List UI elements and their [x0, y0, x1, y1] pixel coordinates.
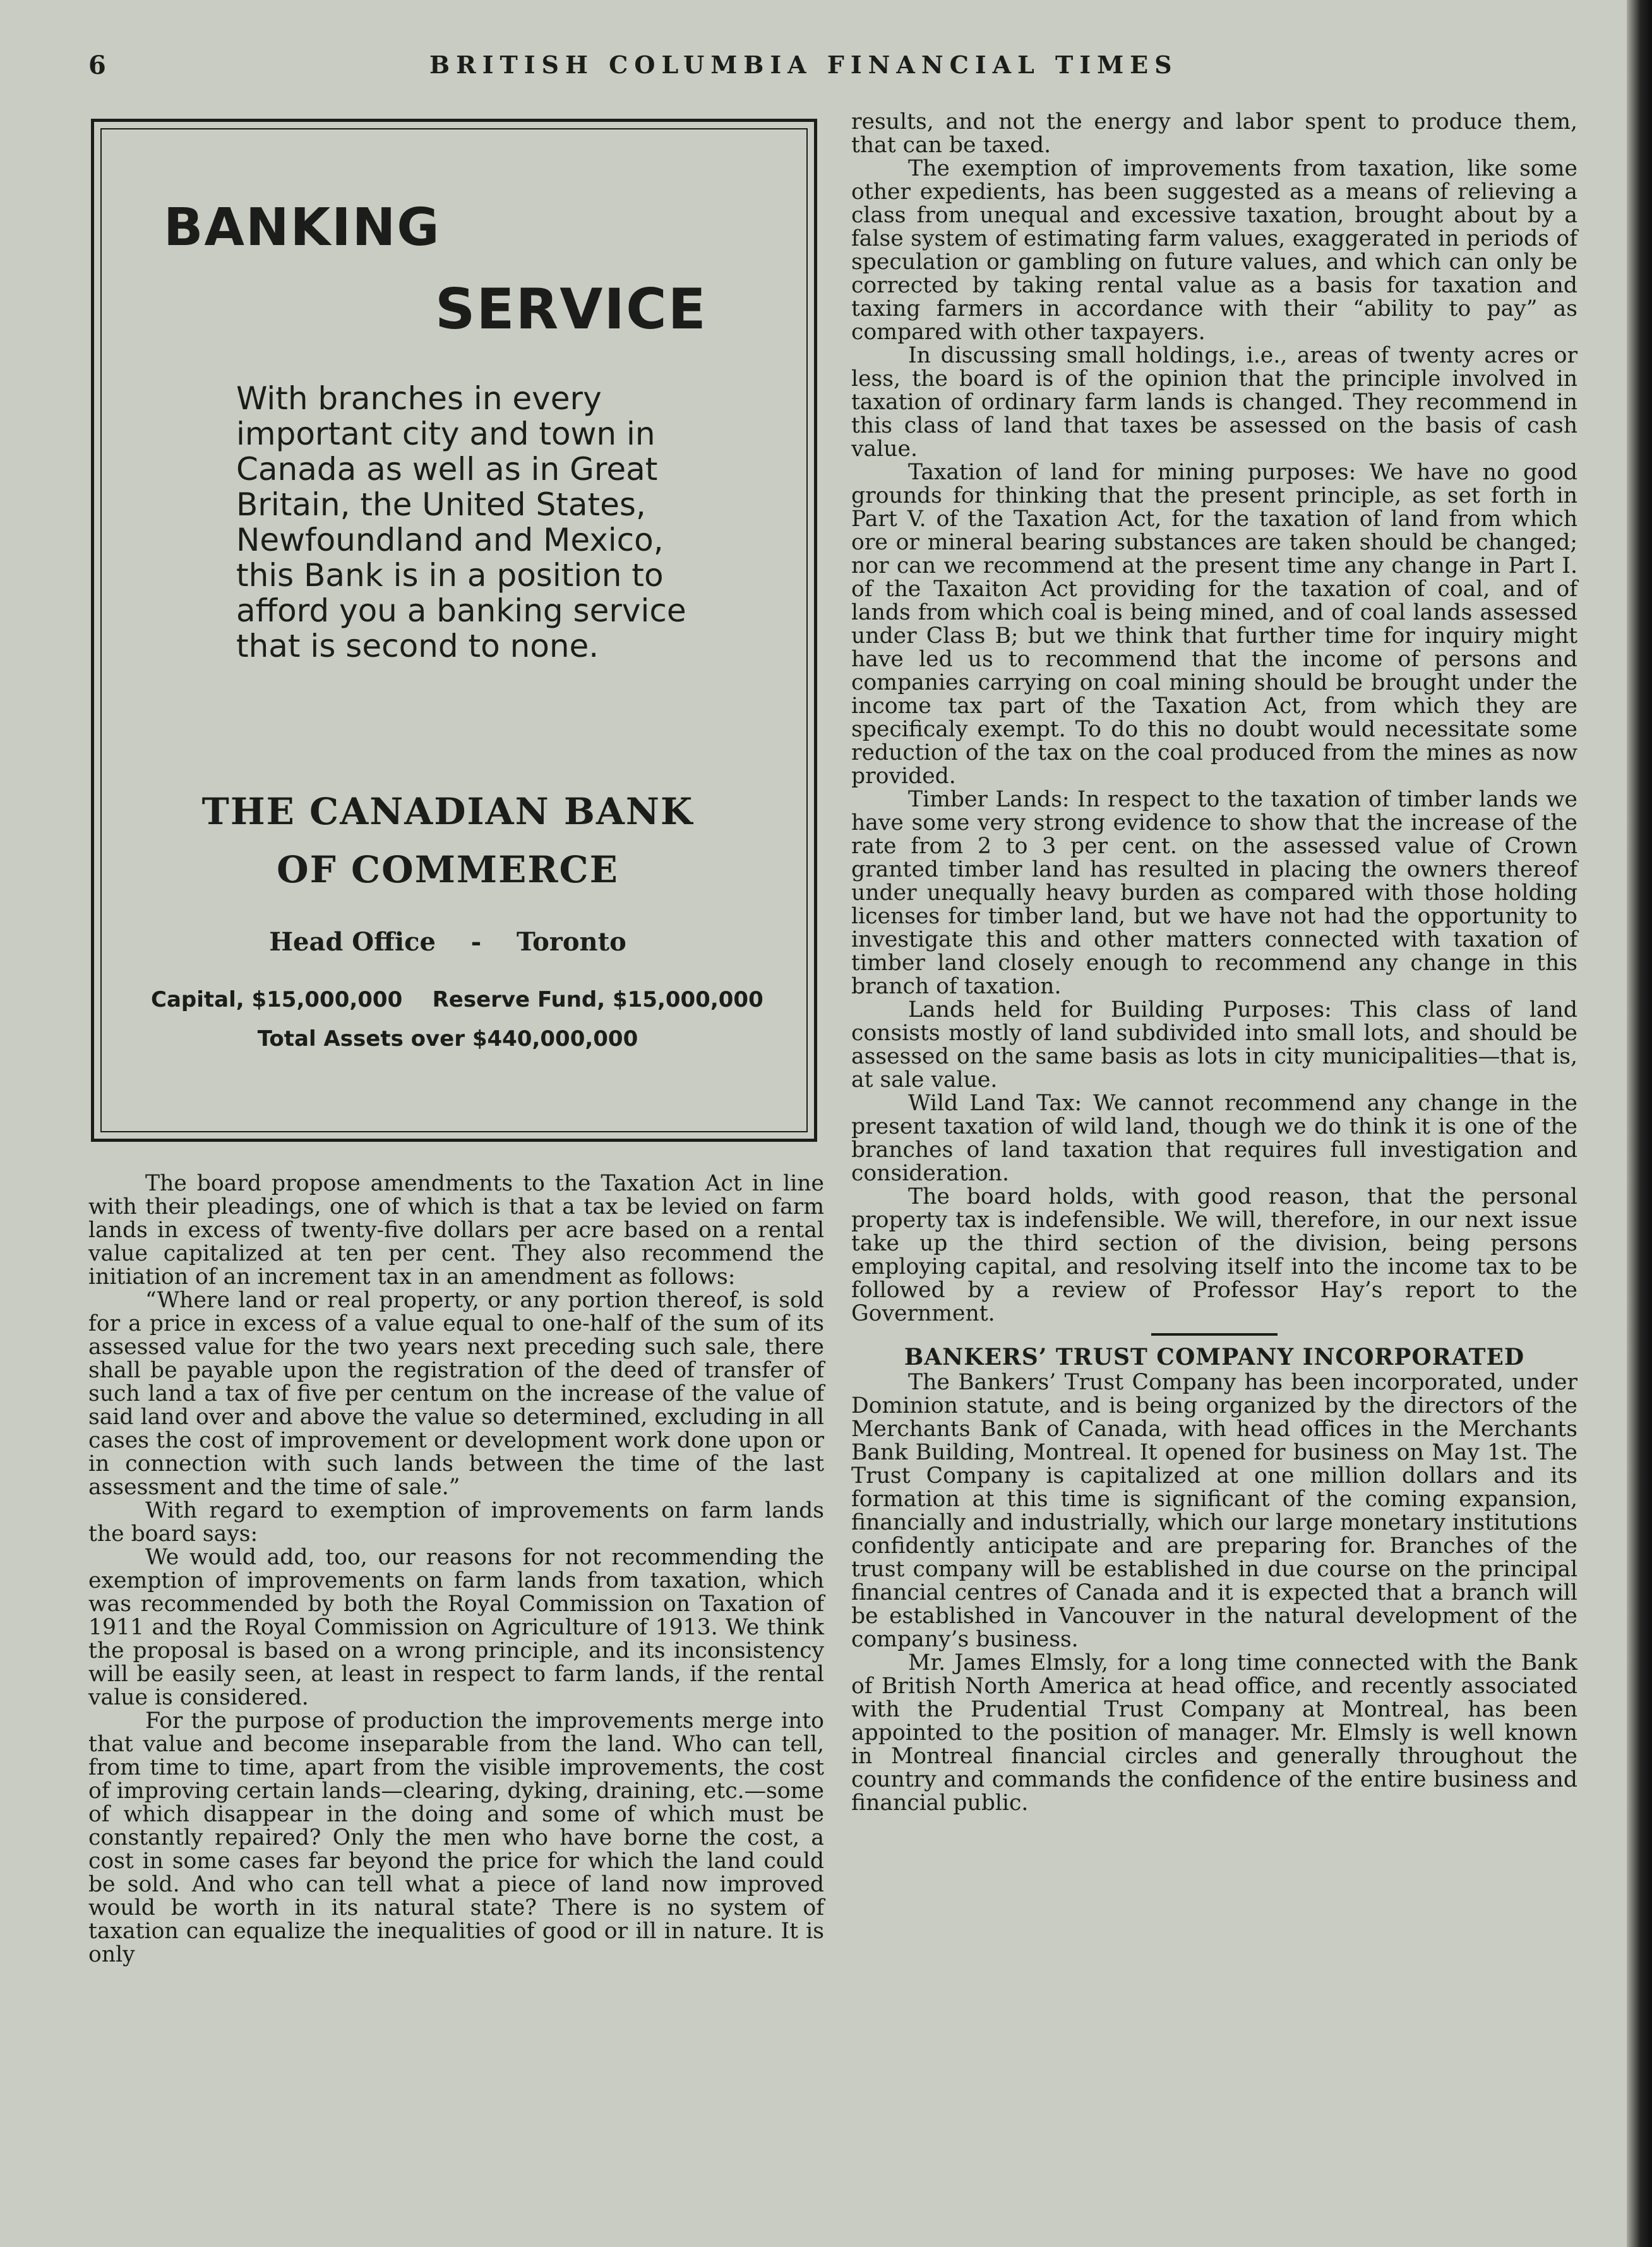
- ad-title-service: SERVICE: [435, 277, 707, 342]
- ad-bank-name-line1: THE CANADIAN BANK: [201, 790, 694, 833]
- page-header: [88, 51, 1465, 82]
- ad-bank-name-line2: OF COMMERCE: [277, 848, 619, 891]
- article-paragraph: Mr. James Elmsly, for a long time connected with the Bank of British North America at head office, and recently associated with the Prudential Trust Company at Montreal, has been appointed to the position of manager. Mr. Elmsly is well known in Montreal financial circles and generally throughout the country and commands the confidence of the entire business and financial public.: [851, 1650, 1577, 1816]
- ad-capital-line: Capital, $15,000,000 Reserve Fund, $15,000,000: [151, 987, 763, 1012]
- article-paragraph: The exemption of improvements from taxation, like some other expedients, has been suggested as a means of relieving a class from unequal and excessive taxation, brought about by a false system of estimating farm values, exaggerated in periods of speculation or gambling on future values, and which can only be corrected by taking rental value as a basis for taxation and taxing farmers in accordance with their “ability to pay” as compared with other taxpayers.: [851, 156, 1577, 345]
- ad-head-office: Head Office - Toronto: [269, 927, 626, 957]
- article-paragraph: With regard to exemption of improvements on farm lands the board says:: [88, 1498, 824, 1547]
- article-paragraph: The board propose amendments to the Taxation Act in line with their pleadings, one of which is that a tax be levied on farm lands in excess of twenty-five dollars per acre based on a rental value capitalized at ten per cent. They also recommend the initiation of an increment tax in an amendment as follows:: [88, 1171, 824, 1290]
- article-paragraph: “Where land or real property, or any portion thereof, is sold for a price in excess of a value equal to one-half of the sum of its assessed value for the two years next preceding such sale, there shall be payable upon the registration of the deed of transfer of such land a tax of five per centum on the increase of the value of said land over and above the value so determined, excluding in all cases the cost of improvement or development work done upon or in connection with such lands between the time of the last assessment and the time of sale.”: [88, 1288, 824, 1500]
- page-number: 6: [88, 51, 106, 80]
- bank-advertisement: [91, 119, 817, 1142]
- article-paragraph: In discussing small holdings, i.e., areas of twenty acres or less, the board is of the opinion that the principle involved in taxation of ordinary farm lands is changed. They recommend in this class of land that taxes be assessed on the basis of cash value.: [851, 343, 1577, 462]
- book-spine-shadow: [1627, 0, 1652, 2247]
- article-paragraph: We would add, too, our reasons for not recommending the exemption of improvements on farm lands from taxation, which was recommended by both the Royal Commission on Taxation of 1911 and the Royal Commission on Agriculture of 1913. We think the proposal is based on a wrong principle, and its inconsistency will be easily seen, at least in respect to farm lands, if the rental value is considered.: [88, 1545, 824, 1710]
- left-article-column: [88, 1172, 824, 1967]
- ad-body-text: With branches in every important city and town in Canada as well as in Great Britain, the United States, Newfoundland and Mexico, this Bank is in a position to afford you a banking service that is second to none.: [236, 380, 686, 664]
- article-paragraph: Taxation of land for mining purposes: We have no good grounds for thinking that the present principle, as set forth in Part V. of the Taxation Act, for the taxation of land from which ore or mineral bearing substances are taken should be changed; nor can we recommend at the present time any change in Part I. of the Taxaiton Act providing for the taxation of coal, and of lands from which coal is being mined, and of coal lands assessed under Class B; but we think that further time for inquiry might have led us to recommend that the income of persons and companies carrying on coal mining should be brought under the income tax part of the Taxation Act, from which they are specificaly exempt. To do this no doubt would necessitate some reduction of the tax on the coal produced from the mines as now provided.: [851, 460, 1577, 789]
- ad-total-assets: Total Assets over $440,000,000: [257, 1026, 638, 1052]
- article-paragraph: For the purpose of production the improvements merge into that value and become inseparable from the land. Who can tell, from time to time, apart from the visible improvements, the cost of improving certain lands—clearing, dyking, draining, etc.—some of which disappear in the doing and some of which must be constantly repaired? Only the men who have borne the cost, a cost in some cases far beyond the price for which the land could be sold. And who can tell what a piece of land now improved would be worth in its natural state? There is no system of taxation can equalize the inequalities of good or ill in nature. It is only: [88, 1708, 824, 1967]
- section-divider: [1151, 1333, 1278, 1336]
- running-title: BRITISH COLUMBIA FINANCIAL TIMES: [429, 51, 1178, 79]
- article-paragraph: The Bankers’ Trust Company has been incorporated, under Dominion statute, and is being organized by the directors of the Merchants Bank of Canada, with head offices in the Merchants Bank Building, Montreal. It opened for business on May 1st. The Trust Company is capitalized at one million dollars and its formation at this time is significant of the coming expansion, financially and industrially, which our large monetary institutions confidently anticipate and are preparing for. Branches of the trust company will be established in due course on the principal financial centres of Canada and it is expected that a branch will be established in Vancouver in the natural development of the company’s business.: [851, 1370, 1577, 1652]
- right-article-column: [851, 111, 1577, 1815]
- ad-title-banking: BANKING: [164, 198, 441, 258]
- article-paragraph: The board holds, with good reason, that the personal property tax is indefensible. We will, therefore, in our next issue take up the third section of the division, being persons employing capital, and resolving itself into the income tax to be followed by a review of Professor Hay’s report to the Government.: [851, 1184, 1577, 1326]
- article-paragraph: results, and not the energy and labor spent to produce them, that can be taxed.: [851, 109, 1577, 158]
- article-paragraph: Lands held for Building Purposes: This class of land consists mostly of land subdivided into small lots, and should be assessed on the same basis as lots in city municipalities—that is, at sale value.: [851, 997, 1577, 1093]
- section-heading: BANKERS’ TRUST COMPANY INCORPORATED: [904, 1344, 1525, 1370]
- article-paragraph: Timber Lands: In respect to the taxation of timber lands we have some very strong evidence to show that the increase of the rate from 2 to 3 per cent. on the assessed value of Crown granted timber land has resulted in placing the owners thereof under unequally heavy burden as compared with those holding licenses for timber land, but we have not had the opportunity to investigate this and other matters connected with taxation of timber land closely enough to recommend any change in this branch of taxation.: [851, 787, 1577, 999]
- article-paragraph: Wild Land Tax: We cannot recommend any change in the present taxation of wild land, though we do think it is one of the branches of land taxation that requires full investigation and consideration.: [851, 1091, 1577, 1186]
